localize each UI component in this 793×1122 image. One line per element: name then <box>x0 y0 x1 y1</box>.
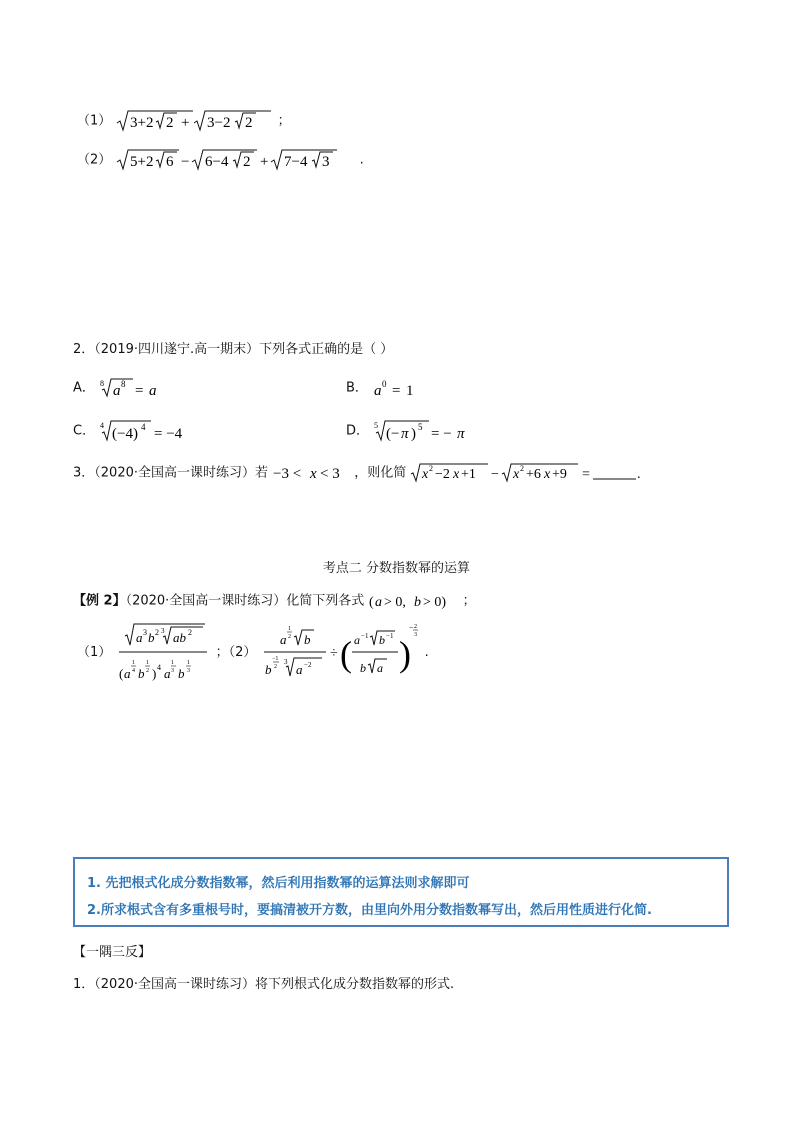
q2-option-b[interactable] <box>346 376 422 400</box>
svg-text:−2: −2 <box>304 661 312 669</box>
svg-text:(: ( <box>340 634 353 674</box>
q1-part2-formula <box>115 147 355 173</box>
svg-text:x: x <box>513 467 520 482</box>
svg-text:a: a <box>375 595 383 610</box>
svg-text:a: a <box>377 661 384 675</box>
example2-condition-formula <box>368 591 458 611</box>
q2-option-b-label: B． <box>346 380 368 396</box>
svg-text:=: = <box>582 467 591 482</box>
svg-text:0: 0 <box>382 379 387 389</box>
svg-text:= −: = − <box>431 426 452 442</box>
q1-part1 <box>77 108 291 134</box>
example2-label: 【例 2】 <box>73 593 126 609</box>
svg-text:> 0): > 0) <box>423 595 447 610</box>
svg-text:= −4: = −4 <box>154 426 183 442</box>
svg-text:ab: ab <box>173 630 187 645</box>
svg-text:a: a <box>113 383 121 399</box>
q1-part2 <box>77 147 364 173</box>
svg-text:−: − <box>181 154 190 170</box>
svg-text:3: 3 <box>284 658 288 666</box>
q2-option-c-formula <box>99 418 189 444</box>
q3-expr-formula <box>410 461 642 485</box>
svg-text:2: 2 <box>520 464 525 473</box>
q2-option-c-label: C． <box>73 423 96 439</box>
svg-text:+: + <box>181 115 190 131</box>
svg-text:): ) <box>411 426 417 442</box>
svg-text:−1: −1 <box>361 632 369 640</box>
q1-part2-end: . <box>359 152 364 168</box>
svg-text:8: 8 <box>100 379 105 388</box>
svg-text:(: ( <box>369 595 375 610</box>
q2-option-d[interactable] <box>346 418 473 444</box>
svg-text:2: 2 <box>166 115 174 131</box>
svg-text:3: 3 <box>322 154 330 170</box>
svg-text:−1: −1 <box>386 632 394 640</box>
example2-end2: . <box>424 645 429 660</box>
svg-text:2: 2 <box>146 668 150 674</box>
svg-text:x: x <box>544 467 551 482</box>
svg-text:=: = <box>135 383 144 399</box>
svg-text:−1: −1 <box>272 656 279 662</box>
svg-text:b: b <box>360 661 367 675</box>
svg-text:a: a <box>280 632 287 647</box>
q1-part2-label: （2） <box>77 152 112 168</box>
svg-text:1: 1 <box>171 660 175 666</box>
q1-part1-label: （1） <box>77 113 112 129</box>
svg-text:(−4): (−4) <box>112 426 139 442</box>
svg-text:2: 2 <box>414 624 418 630</box>
svg-text:b: b <box>414 595 422 610</box>
svg-text:−: − <box>491 467 500 482</box>
svg-text:a: a <box>164 666 171 681</box>
example2-part1-label: （1） <box>77 645 112 660</box>
example2-separator: ；（2） <box>215 645 257 660</box>
svg-text:b: b <box>379 633 386 647</box>
svg-text:5: 5 <box>418 422 423 432</box>
svg-text:÷: ÷ <box>330 646 339 661</box>
example2-parts <box>77 620 429 686</box>
svg-text:2: 2 <box>429 464 434 473</box>
svg-text:3−2: 3−2 <box>207 115 231 131</box>
svg-text:a: a <box>124 666 131 681</box>
svg-text:1: 1 <box>406 383 414 399</box>
svg-text:=: = <box>392 383 401 399</box>
svg-text:3: 3 <box>143 628 148 637</box>
svg-text:1: 1 <box>187 660 191 666</box>
section-title: 考点二 分数指数幂的运算 <box>322 561 471 576</box>
svg-text:+6: +6 <box>526 467 542 482</box>
tip-line-1: 1. 先把根式化成分数指数幂，然后利用指数幂的运算法则求解即可 <box>87 876 470 891</box>
example2-end: ； <box>462 593 476 609</box>
svg-text:2: 2 <box>245 115 253 131</box>
svg-text:1: 1 <box>146 660 150 666</box>
svg-text:+9: +9 <box>552 467 568 482</box>
svg-text:3: 3 <box>171 668 175 674</box>
svg-text:2: 2 <box>288 634 292 640</box>
svg-text:a: a <box>354 633 361 647</box>
q2-option-a[interactable] <box>73 376 169 400</box>
q3 <box>73 461 642 485</box>
svg-text:> 0,: > 0, <box>384 595 407 610</box>
svg-text:2: 2 <box>155 628 160 637</box>
q1-part1-formula <box>115 108 273 134</box>
svg-text:−3 <: −3 < <box>273 466 302 482</box>
svg-text:+1: +1 <box>461 467 477 482</box>
method-tip-box <box>73 857 729 927</box>
svg-text:6−4: 6−4 <box>205 154 229 170</box>
svg-text:x: x <box>422 467 429 482</box>
svg-text:4: 4 <box>157 663 162 672</box>
svg-text:6: 6 <box>166 154 174 170</box>
q2-option-a-formula <box>99 376 169 400</box>
svg-text:3: 3 <box>414 632 418 638</box>
practice-header: 【一隅三反】 <box>73 945 152 960</box>
svg-text:3+2: 3+2 <box>130 115 154 131</box>
q3-condition-formula <box>272 462 350 484</box>
q2-option-a-label: A． <box>73 380 95 396</box>
svg-text:a: a <box>136 630 143 645</box>
svg-text:+: + <box>260 154 269 170</box>
tip-line-2: 2.所求根式含有多重根号时，要搞清被开方数，由里向外用分数指数幂写出，然后用性质进行化简. <box>87 903 652 918</box>
svg-text:x: x <box>453 467 460 482</box>
svg-text:3: 3 <box>187 668 191 674</box>
svg-text:4: 4 <box>132 668 136 674</box>
q1-part1-end: ； <box>277 113 291 129</box>
svg-text:b: b <box>138 666 145 681</box>
svg-text:.: . <box>637 467 641 482</box>
q3-stem-middle: ，则化简 <box>354 465 407 481</box>
example2-stem <box>73 591 476 611</box>
q2-stem: 2．（2019·四川遂宁.高一期末）下列各式正确的是（ ） <box>73 342 394 357</box>
svg-text:−2: −2 <box>435 467 451 482</box>
svg-text:π: π <box>457 426 465 442</box>
svg-text:1: 1 <box>132 660 136 666</box>
svg-text:): ) <box>152 666 157 681</box>
svg-text:π: π <box>401 426 409 442</box>
svg-text:(−: (− <box>386 426 400 442</box>
svg-text:2: 2 <box>274 664 278 670</box>
svg-text:x: x <box>310 466 317 482</box>
q3-stem-before: 3．（2020·全国高一课时练习）若 <box>73 465 268 481</box>
svg-text:a: a <box>296 662 303 677</box>
svg-text:2: 2 <box>243 154 251 170</box>
svg-text:b: b <box>265 662 272 677</box>
svg-text:5: 5 <box>374 421 379 430</box>
svg-text:5+2: 5+2 <box>130 154 154 170</box>
svg-text:4: 4 <box>141 422 146 432</box>
svg-text:4: 4 <box>100 421 105 430</box>
svg-text:2: 2 <box>188 628 193 637</box>
q2-option-c[interactable] <box>73 418 189 444</box>
svg-text:b: b <box>304 632 311 647</box>
svg-text:3: 3 <box>161 627 165 635</box>
practice-item-1: 1．（2020·全国高一课时练习）将下列根式化成分数指数幂的形式. <box>73 977 455 992</box>
example2-part1-formula <box>115 620 211 686</box>
q2-option-d-formula <box>373 418 473 444</box>
svg-text:8: 8 <box>121 379 126 389</box>
svg-text:a: a <box>374 383 382 399</box>
example2-part2-formula <box>260 620 420 686</box>
q2-option-b-formula <box>372 376 422 400</box>
svg-text:a: a <box>149 383 157 399</box>
svg-text:b: b <box>148 630 155 645</box>
svg-text:1: 1 <box>288 626 292 632</box>
svg-text:7−4: 7−4 <box>284 154 308 170</box>
svg-text:−: − <box>409 623 414 632</box>
svg-text:b: b <box>178 666 185 681</box>
example2-stem-text: （2020·全国高一课时练习）化简下列各式 <box>125 593 365 609</box>
svg-text:(: ( <box>119 666 124 681</box>
svg-text:< 3: < 3 <box>320 466 340 482</box>
svg-text:): ) <box>399 634 412 674</box>
q2-option-d-label: D． <box>346 423 370 439</box>
